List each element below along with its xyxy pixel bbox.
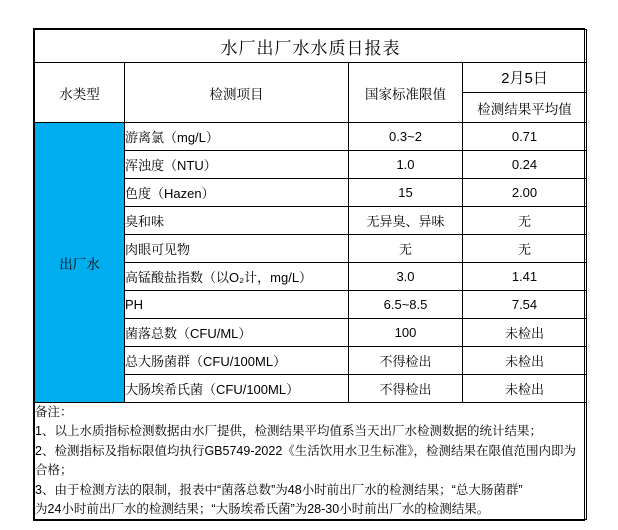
test-item-label: 肉眼可见物 bbox=[125, 235, 349, 263]
result-value: 无 bbox=[463, 235, 587, 263]
test-item-label: 高锰酸盐指数（以O₂计，mg/L） bbox=[125, 263, 349, 291]
limit-value: 6.5~8.5 bbox=[349, 291, 463, 319]
title-row bbox=[35, 30, 587, 63]
result-value: 未检出 bbox=[463, 347, 587, 375]
result-value: 0.71 bbox=[463, 123, 587, 151]
result-value: 未检出 bbox=[463, 375, 587, 403]
notes-line-4: 为24小时前出厂水的检测结果；“大肠埃希氏菌”为28-30小时前出厂水的检测结果。 bbox=[35, 501, 490, 516]
water-type-value: 出厂水 bbox=[35, 123, 125, 403]
header-row-top bbox=[35, 63, 587, 93]
header-national-limit: 国家标准限值 bbox=[349, 63, 463, 123]
test-item-label: 总大肠菌群（CFU/100ML） bbox=[125, 347, 349, 375]
test-item-label: 色度（Hazen） bbox=[125, 179, 349, 207]
notes-line-1: 1、以上水质指标检测数据由水厂提供，检测结果平均值系当天出厂水检测数据的统计结果； bbox=[35, 424, 542, 439]
limit-value: 1.0 bbox=[349, 151, 463, 179]
notes-line-3: 3、由于检测方法的限制，报表中“菌落总数”为48小时前出厂水的检测结果；“总大肠菌群” bbox=[35, 482, 523, 497]
limit-value: 3.0 bbox=[349, 263, 463, 291]
test-item-label: 浑浊度（NTU） bbox=[125, 151, 349, 179]
header-test-item: 检测项目 bbox=[125, 63, 349, 123]
result-value: 7.54 bbox=[463, 291, 587, 319]
limit-value: 无 bbox=[349, 235, 463, 263]
water-quality-table bbox=[34, 29, 587, 520]
notes-line-2: 2、检测指标及指标限值均执行GB5749-2022《生活饮用水卫生标准》，检测结果在限值范围内即为合格； bbox=[35, 443, 577, 478]
table-row bbox=[35, 123, 587, 151]
test-item-label: 臭和味 bbox=[125, 207, 349, 235]
result-value: 1.41 bbox=[463, 263, 587, 291]
test-item-label: 菌落总数（CFU/ML） bbox=[125, 319, 349, 347]
notes-block bbox=[35, 403, 587, 520]
test-item-label: 大肠埃希氏菌（CFU/100ML） bbox=[125, 375, 349, 403]
limit-value: 不得检出 bbox=[349, 347, 463, 375]
result-value: 2.00 bbox=[463, 179, 587, 207]
limit-value: 15 bbox=[349, 179, 463, 207]
notes-label: 备注： bbox=[35, 405, 73, 419]
limit-value: 0.3~2 bbox=[349, 123, 463, 151]
header-date: 2月5日 bbox=[463, 63, 587, 93]
limit-value: 不得检出 bbox=[349, 375, 463, 403]
page-title: 水厂出厂水水质日报表 bbox=[35, 30, 587, 63]
limit-value: 无异臭、异味 bbox=[349, 207, 463, 235]
header-water-type: 水类型 bbox=[35, 63, 125, 123]
result-value: 未检出 bbox=[463, 319, 587, 347]
result-value: 0.24 bbox=[463, 151, 587, 179]
notes-row bbox=[35, 403, 587, 520]
limit-value: 100 bbox=[349, 319, 463, 347]
test-item-label: PH bbox=[125, 291, 349, 319]
report-sheet bbox=[33, 28, 585, 521]
header-result-average: 检测结果平均值 bbox=[463, 93, 587, 123]
test-item-label: 游离氯（mg/L） bbox=[125, 123, 349, 151]
result-value: 无 bbox=[463, 207, 587, 235]
